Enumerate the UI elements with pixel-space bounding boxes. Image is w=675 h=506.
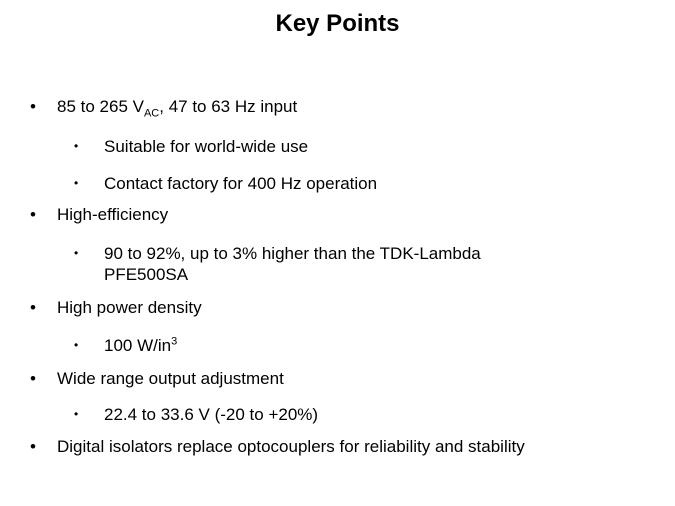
sub-bullet-text-part: 100 W/in <box>104 336 172 355</box>
sub-bullet-text <box>104 243 624 285</box>
bullet-text: High-efficiency <box>57 205 169 224</box>
sub-bullet-text: Suitable for world-wide use <box>104 137 309 156</box>
bullet-text <box>57 96 298 120</box>
superscript: 3 <box>171 335 178 348</box>
sub-bullet-text: 22.4 to 33.6 V (-20 to +20%) <box>104 405 319 424</box>
sub-bullet-marker: • <box>74 407 79 421</box>
bullet-text: Digital isolators replace optocouplers for reliability and stability <box>57 437 525 456</box>
bullet-marker: • <box>30 298 36 317</box>
bullet-marker: • <box>30 97 36 116</box>
bullet-text: Wide range output adjustment <box>57 369 284 388</box>
bullet-text-part: , 47 to 63 Hz input <box>159 97 298 116</box>
sub-bullet-text <box>104 335 624 356</box>
sub-bullet-text-line: PFE500SA <box>104 265 189 284</box>
sub-bullet-marker: • <box>74 176 79 190</box>
sub-bullet-text-line: 90 to 92%, up to 3% higher than the TDK-Lambda <box>104 244 481 263</box>
sub-bullet-marker: • <box>74 338 79 352</box>
sub-bullet-text: Contact factory for 400 Hz operation <box>104 174 378 193</box>
bullet-marker: • <box>30 205 36 224</box>
sub-bullet-marker: • <box>74 246 79 260</box>
sub-bullet-marker: • <box>74 139 79 153</box>
bullet-marker: • <box>30 369 36 388</box>
subscript: AC <box>143 107 160 120</box>
bullet-text-part: 85 to 265 V <box>57 97 144 116</box>
slide-title: Key Points <box>275 10 400 37</box>
bullet-marker: • <box>30 437 36 456</box>
bullet-text: High power density <box>57 298 202 317</box>
